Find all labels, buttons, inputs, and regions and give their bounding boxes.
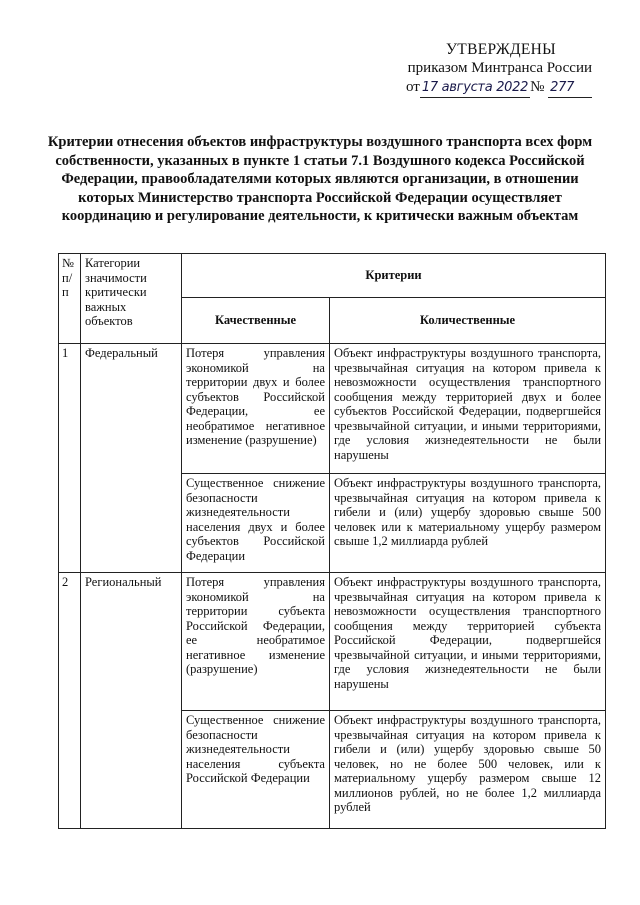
table-row [59,573,606,711]
quantitative-criterion: Объект инфраструктуры воздушного транспорта, чрезвычайная ситуация на котором привела к гибели и (или) ущербу здоровью свыше 50 человек, но не более 500 человек, или к материальному ущербу размером свыше 12 миллионов рублей, но не более 1,2 миллиарда рублей [330,711,606,829]
header-qualitative: Качественные [182,298,330,344]
row-num: 2 [59,573,81,829]
row-category: Федеральный [81,344,182,573]
quantitative-criterion: Объект инфраструктуры воздушного транспорта, чрезвычайная ситуация на котором привела к гибели и (или) ущербу здоровью свыше 500 человек или к материальному ущербу размером свыше 1,2 миллиарда рублей [330,474,606,573]
header-category: Категории значимости критически важных объектов [81,254,182,344]
header-num: № п/п [59,254,81,344]
approval-order: приказом Минтранса России [407,60,592,76]
qualitative-criterion: Существенное снижение безопасности жизнедеятельности населения субъекта Российской Федерации [182,711,330,829]
approval-date-line [400,78,600,98]
approval-title: УТВЕРЖДЕНЫ [446,41,556,58]
approval-date-prefix: от [406,79,420,95]
approval-date-value: 17 августа 2022 [420,78,530,98]
criteria-table [58,253,606,829]
approval-number-value: 277 [548,78,592,98]
quantitative-criterion: Объект инфраструктуры воздушного транспорта, чрезвычайная ситуация на котором привела к невозможности осуществления транспортного сообщения между территорией двух и более субъектов Российской Федерации, подвергшейся чрезвычайной ситуации, и иными территориями, где условия жизнедеятельности не были нарушены [330,344,606,474]
row-category: Региональный [81,573,182,829]
qualitative-criterion: Потеря управления экономикой на территории субъекта Российской Федерации, ее необратимое негативное изменение (разрушение) [182,573,330,711]
table-header-row [59,254,606,298]
header-criteria: Критерии [182,254,606,298]
approval-number-prefix: № [530,79,545,95]
qualitative-criterion: Существенное снижение безопасности жизнедеятельности населения двух и более субъектов Российской Федерации [182,474,330,573]
table-row [59,344,606,474]
document-title: Критерии отнесения объектов инфраструктуры воздушного транспорта всех форм собственности, указанных в пункте 1 статьи 7.1 Воздушного кодекса Российской Федерации, правообладателями которых являются организации, в отношении которых Министерство транспорта Российской Федерации осуществляет координацию и регулирование деятельности, к критически важным объектам [47,134,593,224]
header-quantitative: Количественные [330,298,606,344]
quantitative-criterion: Объект инфраструктуры воздушного транспорта, чрезвычайная ситуация на котором привела к невозможности осуществления транспортного сообщения между территорией субъекта Российской Федерации, подвергшейся чрезвычайной ситуации, и иными территориями, где условия жизнедеятельности не были нарушены [330,573,606,711]
qualitative-criterion: Потеря управления экономикой на территории двух и более субъектов Российской Федерации, ее необратимое негативное изменение (разрушение) [182,344,330,474]
row-num: 1 [59,344,81,573]
approval-stamp [400,40,600,98]
